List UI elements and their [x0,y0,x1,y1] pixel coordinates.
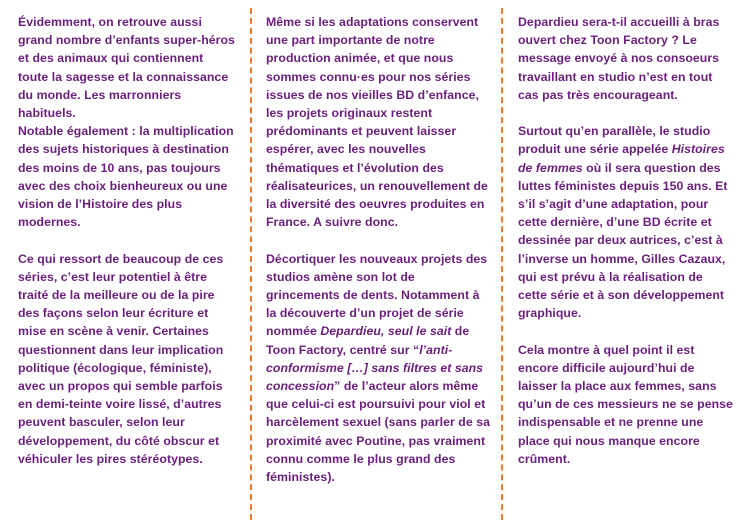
column-divider [250,8,252,520]
paragraph [18,13,236,231]
paragraph: Depardieu sera-t-il accueilli à bras ouvert chez Toon Factory ? Le message envoyé à nos consoeurs travaillant en studio n’est en tout cas pas très encourageant. [518,15,720,102]
text-run: Surtout qu’en parallèle, le studio produit une série appelée [518,124,711,157]
paragraph [518,122,734,322]
paragraph: Cela montre à quel point il est encore difficile aujourd’hui de laisser la place aux femmes, sans qu’un de ces messieurs ne se pense indispensable et ne prenne une place qui nous manque encore crûment. [518,342,733,466]
text-run: de Toon Factory, centré sur “ [266,324,470,357]
paragraph: Ce qui ressort de beaucoup de ces séries, c’est leur potentiel à être traité de la meilleure ou de la pire des façons selon leur écriture et mise en scène à venir. Certaines questionnent dans leur implication politique (écologique, féministe), avec un propos qui semble parfois en demi-teinte voire lissé, d’autres peuvent basculer, selon leur développement, du côté obscur et véhiculer les pires stéréotypes. [18,251,224,466]
text-column-3 [518,13,734,468]
text-run: ” de l’acteur alors même que celui-ci est poursuivi pour viol et harcèlement sexuel (sans parler de sa proximité avec Poutine, pas vraiment connu comme le plus grand des féministes). [266,379,490,485]
text-column-1 [18,13,236,468]
column-divider [501,8,503,520]
series-title-italic: Depardieu, seul le sait [320,324,452,339]
series-title-italic: Histoires de femmes [518,142,725,175]
paragraph-line: Évidemment, on retrouve aussi grand nombre d’enfants super-héros et des animaux qui contiennent toute la sagesse et la connaissance du monde. Les marronniers habituels. [18,15,235,121]
paragraph [266,250,490,487]
paragraph: Même si les adaptations conservent une part importante de notre production animée, et que nous sommes connu·es pour nos séries issues de nos vieilles BD d’enfance, les projets originaux restent prédominants et peuvent laisser espérer, avec les nouvelles thématiques et l’évolution des réalisateurices, un renouvellement de la diversité des oeuvres produites en France. A suivre donc. [266,15,488,230]
text-run: où il sera question des luttes féministes depuis 150 ans. Et s’il s’agit d’une adaptation, pour cette dernière, d’une BD écrite et dessinée par deux autrices, c’est à l’inverse un homme, Gilles Cazaux, qui est prévu à la réalisation de cette série et à son développement graphique. [518,160,728,321]
text-run: Décortiquer les nouveaux projets des studios amène son lot de grincements de dents. Notamment à la découverte d’un projet de série nommée [266,251,488,339]
paragraph-line: Notable également : la multiplication des sujets historiques à destination des moins de 10 ans, pas toujours avec des choix bienheureux ou une vision de l’Histoire des plus modernes. [18,124,234,230]
quote-italic: l’anti-conformisme […] sans filtres et sans concession [266,342,484,394]
text-column-2 [266,13,490,486]
